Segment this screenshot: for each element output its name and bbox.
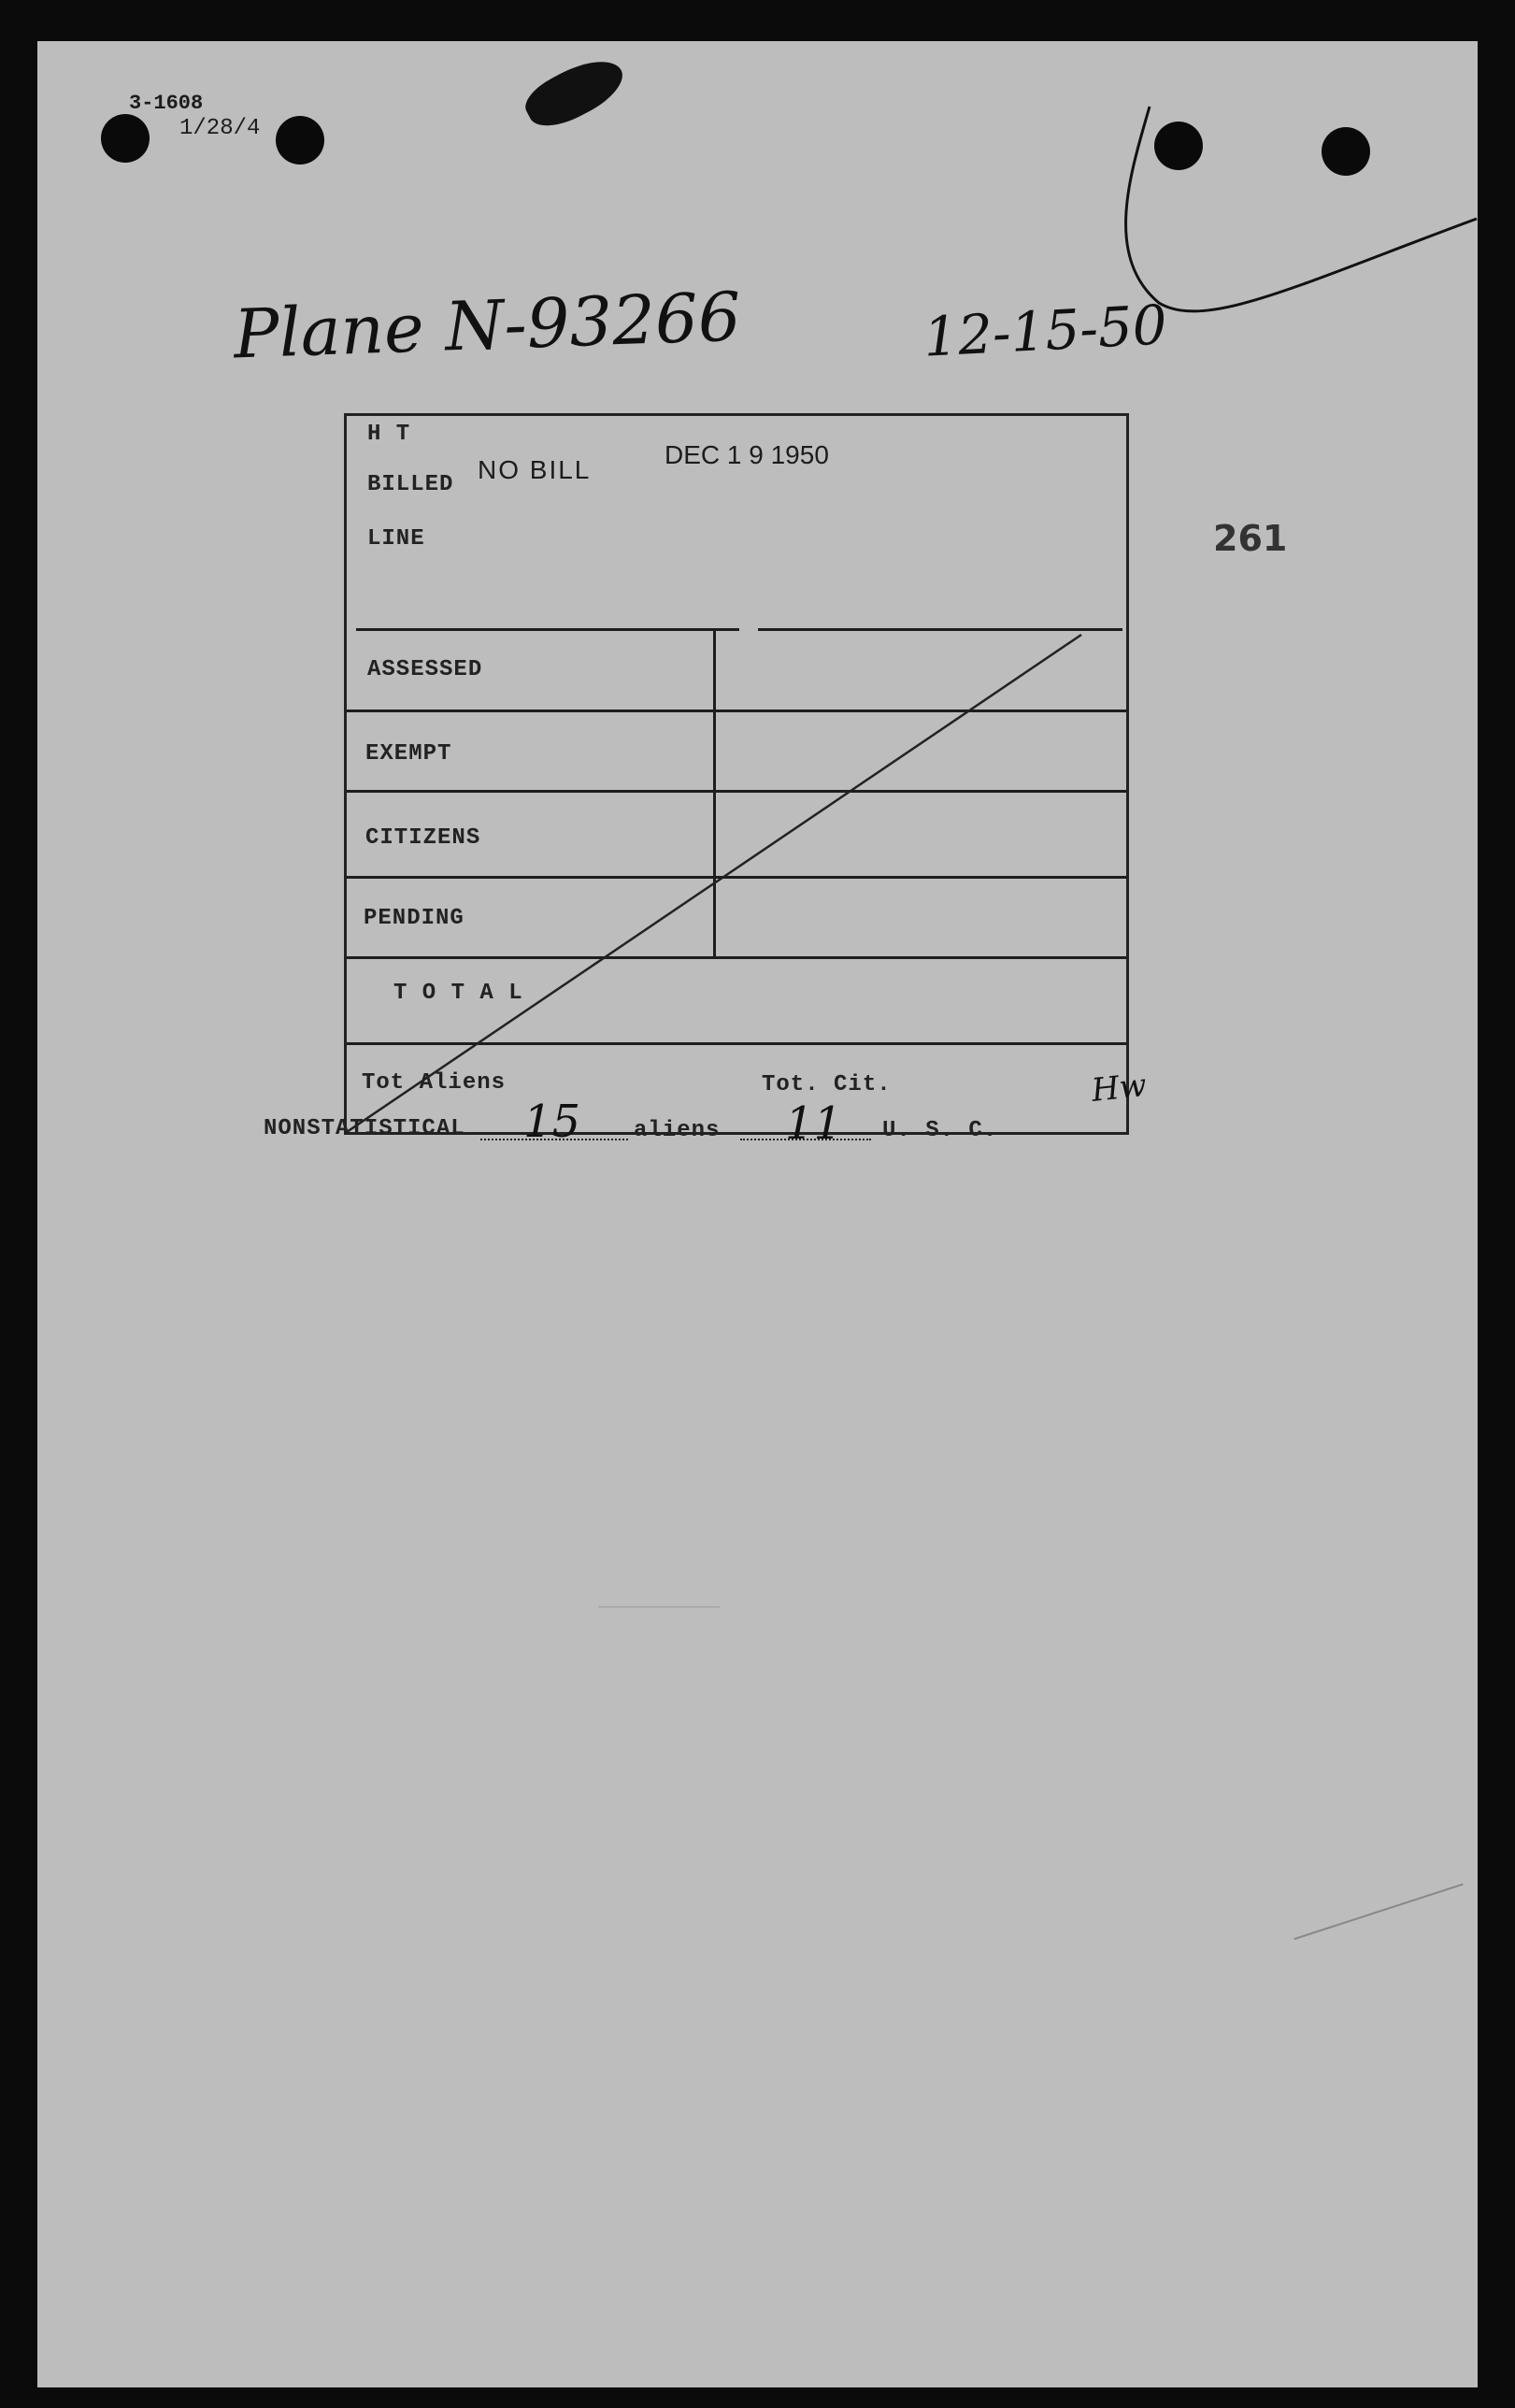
form-number: 3-1608: [129, 92, 204, 115]
manifest-form-box: [344, 413, 1129, 1135]
exempt-label: EXEMPT: [365, 741, 452, 767]
punch-hole-left-2: [276, 116, 324, 165]
handwritten-aliens-count: 15: [523, 1096, 581, 1148]
page-number: 261: [1213, 518, 1288, 559]
nonstatistical-label: NONSTATISTICAL: [264, 1116, 465, 1141]
tot-cit-label: Tot. Cit.: [762, 1072, 892, 1097]
punch-hole-left: [101, 114, 150, 163]
billed-label: BILLED: [367, 472, 454, 497]
ink-smudge: [519, 48, 632, 137]
handwritten-usc-count: 11: [785, 1097, 843, 1150]
handwritten-initials: Hw: [1090, 1067, 1149, 1110]
aliens-label: aliens: [634, 1118, 721, 1143]
total-label: T O T A L: [393, 981, 523, 1006]
stray-mark: [1293, 1884, 1463, 1941]
usc-label: U. S. C.: [882, 1118, 998, 1143]
ht-label: H T: [367, 422, 411, 447]
no-bill-stamp: NO BILL: [478, 455, 592, 484]
date-received-stamp: DEC 1 9 1950: [665, 440, 829, 469]
stray-mark: [598, 1606, 720, 1608]
citizens-label: CITIZENS: [365, 825, 481, 851]
handwritten-plane-number: Plane N-93266: [232, 277, 742, 374]
line-label: LINE: [367, 526, 425, 552]
assessed-label: ASSESSED: [367, 657, 483, 682]
diagonal-cancel-line: [347, 416, 1126, 1132]
document-page: [37, 41, 1478, 2387]
pending-label: PENDING: [364, 906, 465, 931]
tot-aliens-label: Tot Aliens: [362, 1070, 507, 1096]
handwritten-date: 12-15-50: [922, 293, 1169, 369]
form-revision: 1/28/4: [179, 116, 261, 141]
